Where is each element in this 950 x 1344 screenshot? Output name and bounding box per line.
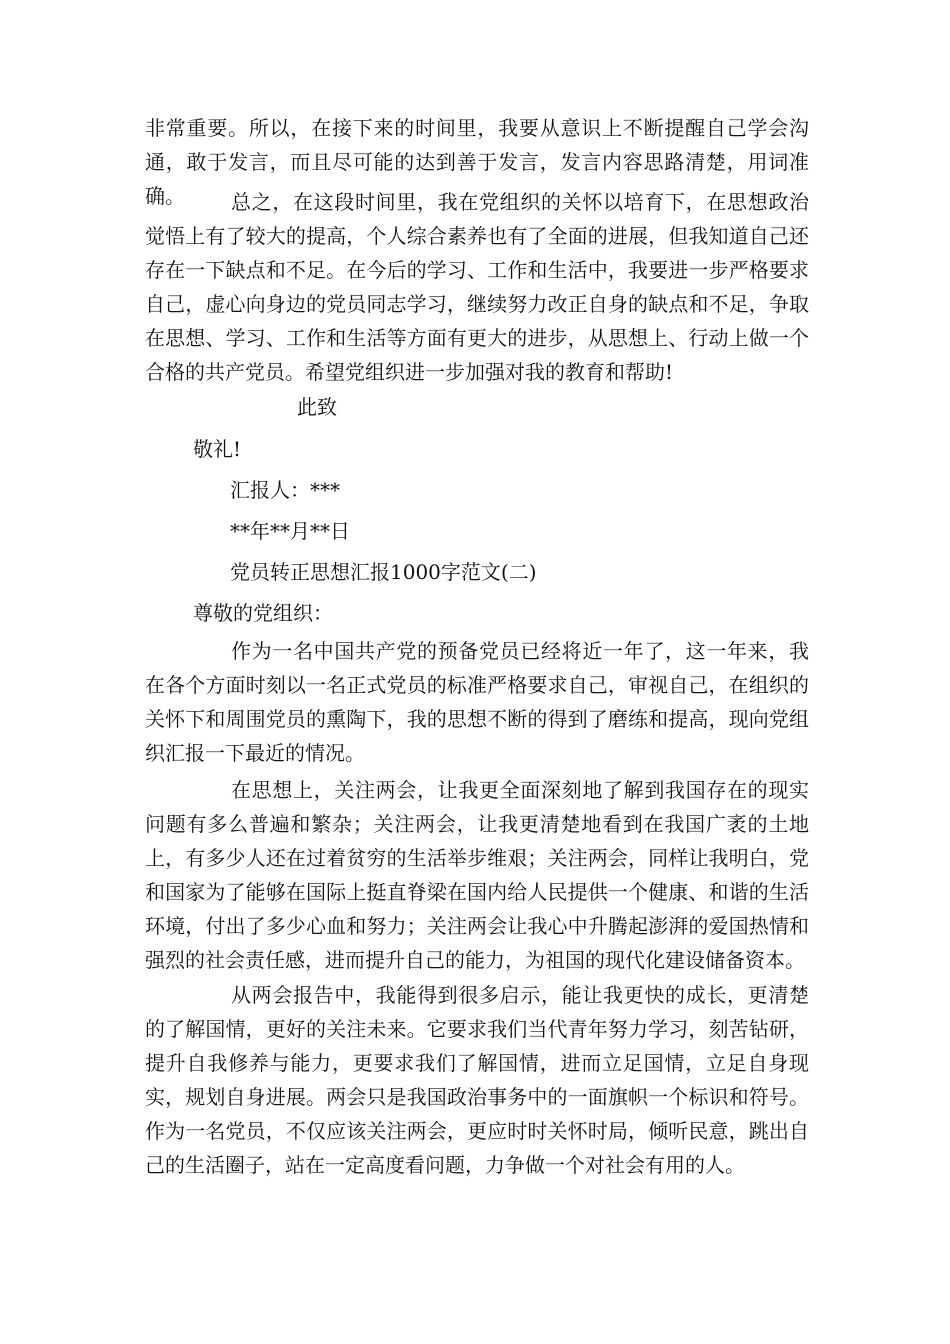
paragraph-communication: 非常重要。所以，在接下来的时间里，我要从意识上不断提醒自己学会沟通，敢于发言，而且尽可能的达到善于发言，发言内容思路清楚，用词准确。 <box>145 116 809 208</box>
reporter-signature: 汇报人：*** <box>230 478 340 502</box>
paragraph-summary: 总之，在这段时间里，我在党组织的关怀以培育下，在思想政治觉悟上有了较大的提高，个人综合素养也有了全面的进展，但我知道自己还存在一下缺点和不足。在今后的学习、工作和生活中，我要进一步严格要求自己，虚心向身边的党员同志学习，继续努力改正自身的缺点和不足，争取在思想、学习、工作和生活等方面有更大的进步，从思想上、行动上做一个合格的共产党员。希望党组织进一步加强对我的教育和帮助! <box>145 190 809 384</box>
closing-jingli: 敬礼! <box>193 437 242 461</box>
section-title: 党员转正思想汇报1000字范文(二) <box>230 560 537 584</box>
paragraph-two-sessions-insights: 从两会报告中，我能得到很多启示，能让我更快的成长，更清楚的了解国情，更好的关注未来。它要求我们当代青年努力学习，刻苦钻研，提升自我修养与能力，更要求我们了解国情，进而立足国情，立足自身现实，规划自身进展。两会只是我国政治事务中的一面旗帜一个标识和符号。作为一名党员，不仅应该关注两会，更应时时关怀时局，倾听民意，跳出自己的生活圈子，站在一定高度看问题，力争做一个对社会有用的人。 <box>145 983 809 1177</box>
paragraph-introduction: 作为一名中国共产党的预备党员已经将近一年了，这一年来，我在各个方面时刻以一名正式党员的标准严格要求自己，审视自己，在组织的关怀下和周围党员的熏陶下，我的思想不断的得到了磨练和提高，现向党组织汇报一下最近的情况。 <box>145 639 809 765</box>
salutation: 尊敬的党组织： <box>193 601 333 625</box>
paragraph-two-sessions-thoughts: 在思想上，关注两会，让我更全面深刻地了解到我国存在的现实问题有多么普遍和繁杂；关注两会，让我更清楚地看到在我国广袤的土地上，有多少人还在过着贫穷的生活举步维艰；关注两会，同样让我明白，党和国家为了能够在国际上挺直脊梁在国内给人民提供一个健康、和谐的生活环境，付出了多少心血和努力；关注两会让我心中升腾起澎湃的爱国热情和强烈的社会责任感，进而提升自己的能力，为祖国的现代化建设储备资本。 <box>145 778 809 972</box>
report-date: **年**月**日 <box>230 519 350 543</box>
closing-zhizhi: 此致 <box>297 395 337 419</box>
